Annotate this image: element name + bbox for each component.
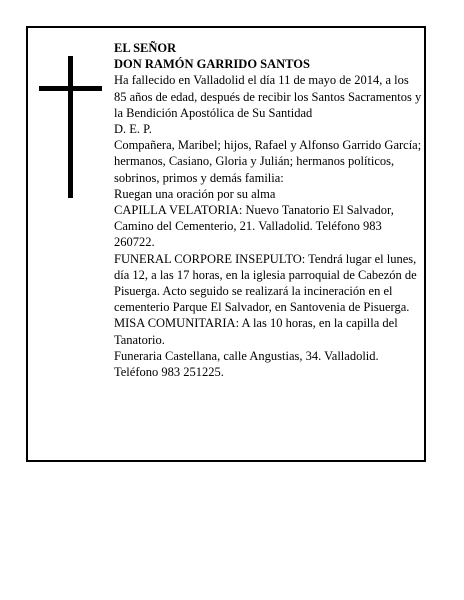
death-announcement: Ha fallecido en Valladolid el día 11 de mayo de 2014, a los 85 años de edad, después de recibir los Santos Sacramentos y la Bendición Apostólica de Su Santidad (114, 73, 422, 120)
cross-horizontal-bar (39, 86, 102, 91)
obituary-notice (26, 26, 426, 462)
chapel-info: CAPILLA VELATORIA: Nuevo Tanatorio El Salvador, Camino del Cementerio, 21. Valladolid. Teléfono 983 260722. (114, 203, 394, 250)
prayer-request: Ruegan una oración por su alma (114, 186, 276, 201)
family-list: Compañera, Maribel; hijos, Rafael y Alfonso Garrido García; hermanos, Casiano, Gloria y Julián; hermanos políticos, sobrinos, primos y demás familia: (114, 138, 422, 185)
deceased-name: DON RAMÓN GARRIDO SANTOS (114, 57, 310, 72)
funeral-home-info: Funeraria Castellana, calle Angustias, 34. Valladolid. Teléfono 983 251225. (114, 348, 379, 380)
funeral-info: FUNERAL CORPORE INSEPULTO: Tendrá lugar el lunes, día 12, a las 17 horas, en la iglesia parroquial de Cabezón de Pisuerga. Acto seguido se realizará la incineración en el cementerio Parque El Salvador, en Santovenia de Pisuerga. (114, 251, 417, 315)
notice-text (114, 40, 422, 380)
notice-heading-title: EL SEÑOR (114, 41, 177, 55)
rip-abbreviation: D. E. P. (114, 122, 152, 137)
mass-info: MISA COMUNITARIA: A las 10 horas, en la capilla del Tanatorio. (114, 316, 398, 347)
cross-vertical-bar (68, 56, 73, 198)
